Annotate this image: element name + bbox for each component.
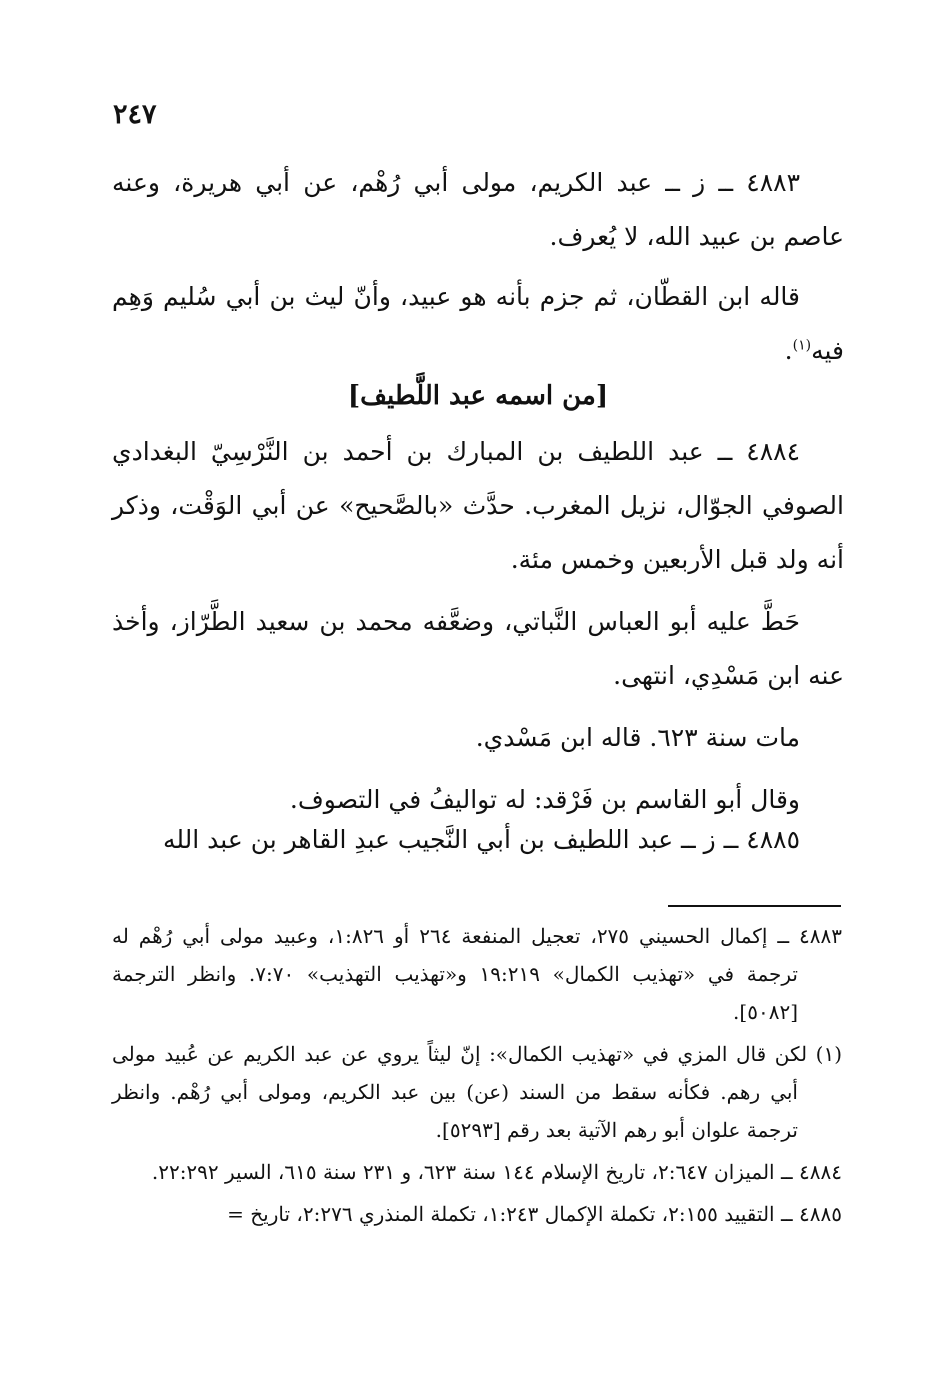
entry-4885 [112,813,844,867]
entry-4883-comment-end: . [784,336,793,365]
footnote-4885: ٤٨٨٥ ــ التقييد ٢:١٥٥، تكملة الإكمال ١:٢٤٣، تكملة المنذري ٢:٢٧٦، تاريخ = [227,1202,842,1226]
entry-4884-works: وقال أبو القاسم بن فَرْقد: له تواليفُ في التصوف. [289,785,800,814]
footnote-divider [668,905,841,907]
page-number: ٢٤٧ [113,99,157,130]
section-heading: [من اسمه عبد اللَّطيف] [347,381,609,411]
footnote-ref-1[interactable]: (١) [792,337,812,354]
entry-4885-text: ٤٨٨٥ ــ ز ــ عبد اللطيف بن أبي النَّجيب عبدِ القاهر بن عبد الله [162,825,800,854]
entry-4884-death: مات سنة ٦٢٣. قاله ابن مَسْدي. [475,723,800,752]
entry-4883-comment-text: قاله ابن القطّان، ثم جزم بأنه هو عبيد، وأنّ ليث بن أبي سُليم وَهِم فيه [112,282,844,365]
entry-4884-text: ٤٨٨٤ ــ عبد اللطيف بن المبارك بن أحمد بن النَّرْسِيّ البغدادي الصوفي الجوّال، نزيل المغرب. حدَّث «بالصَّحيح» عن أبي الوَقْت، وذكر أنه ولد قبل الأربعين وخمس مئة. [112,437,844,574]
footnote-1: (١) لكن قال المزي في «تهذيب الكمال»: إنّ ليثاً يروي عن عبد الكريم عن عُبيد مولى أبي رهم. فكأنه سقط من السند (عن) بين عبد الكريم، ومولى أبي رُهْم. وانظر ترجمة علوان أبو رهم الآتية بعد رقم [٥٢٩٣]. [112,1042,842,1142]
entry-4883-comment [112,270,844,378]
entry-4883 [112,156,844,378]
entry-4884 [112,425,844,827]
footnotes [112,917,842,1233]
entry-4884-criticism: حَطَّ عليه أبو العباس النَّباتي، وضعَّفه محمد بن سعيد الطَّرّاز، وأخذ عنه ابن مَسْدِي، انتهى. [112,607,844,690]
footnote-4884: ٤٨٨٤ ــ الميزان ٢:٦٤٧، تاريخ الإسلام ١٤٤ سنة ٦٢٣، و ٢٣١ سنة ٦١٥، السير ٢٢:٢٩٢. [151,1160,842,1184]
footnote-4883: ٤٨٨٣ ــ إكمال الحسيني ٢٧٥، تعجيل المنفعة ٢٦٤ أو ١:٨٢٦، وعبيد مولى أبي رُهْم له ترجمة في «تهذيب الكمال» ١٩:٢١٩ و«تهذيب التهذيب» ٧:٧٠. وانظر الترجمة [٥٠٨٢]. [112,924,842,1024]
entry-4883-text: ٤٨٨٣ ــ ز ــ عبد الكريم، مولى أبي رُهْم، عن أبي هريرة، وعنه عاصم بن عبيد الله، لا يُعرف. [112,168,844,251]
